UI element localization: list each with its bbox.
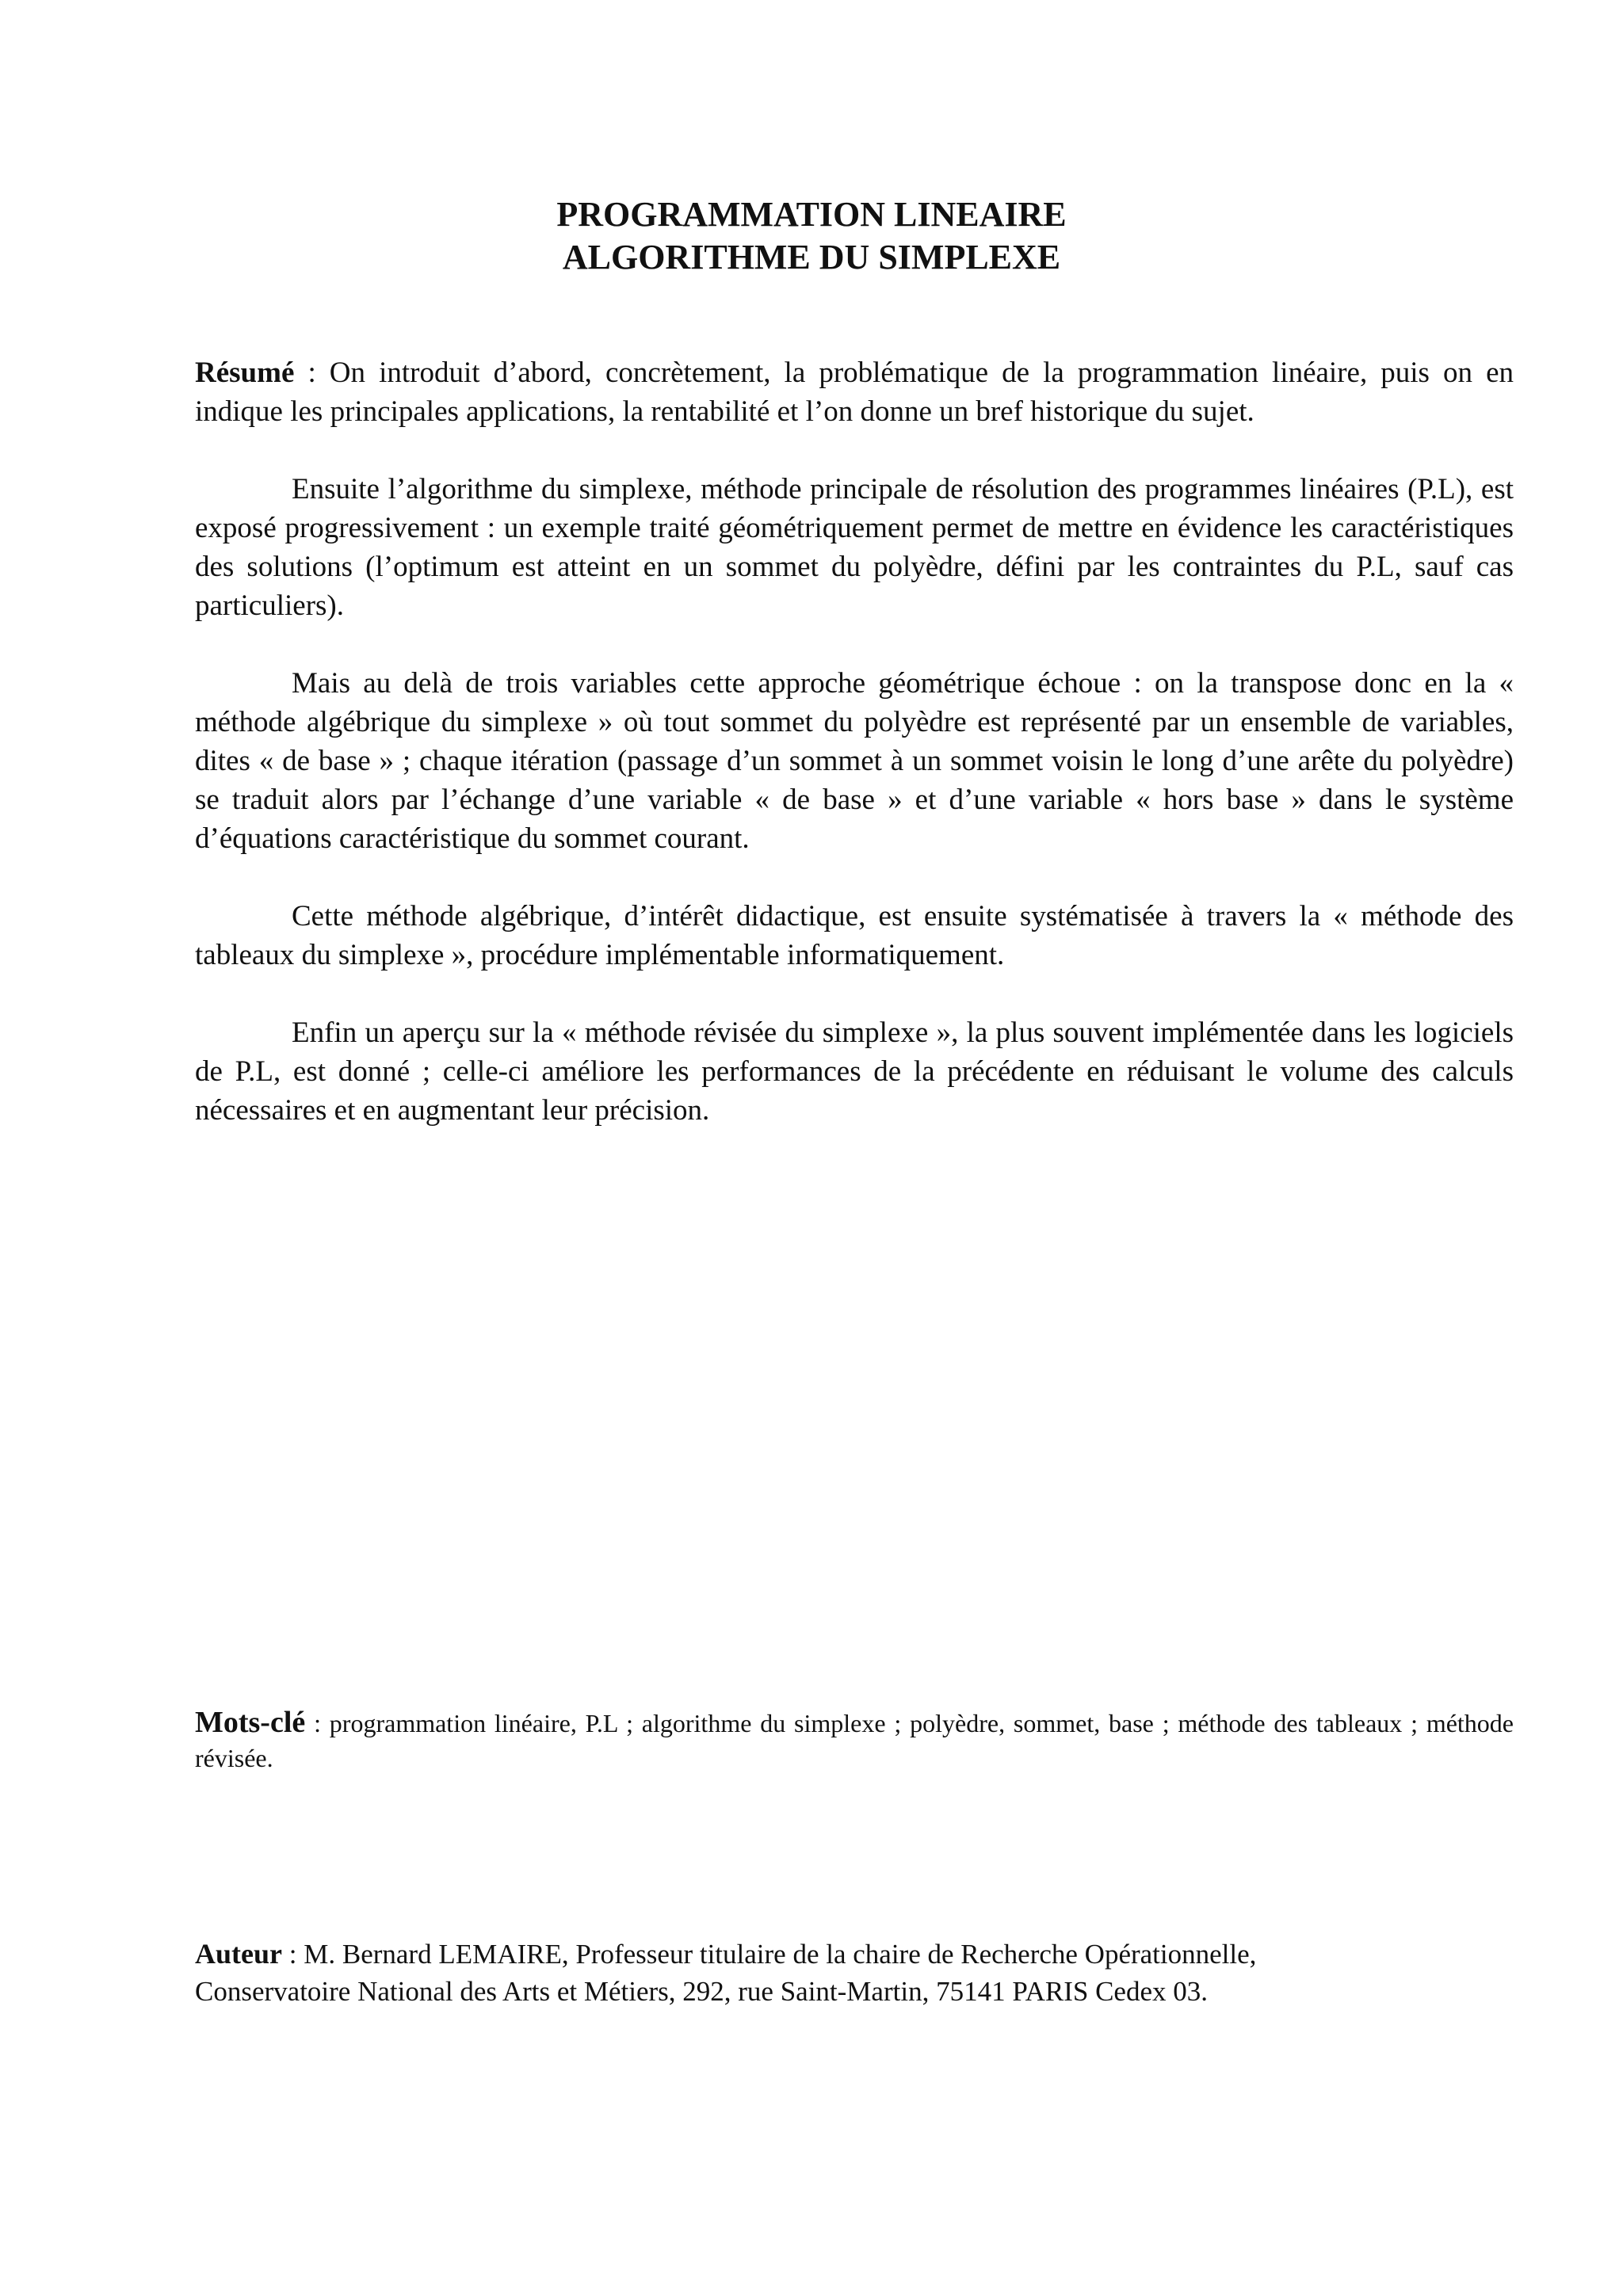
author-line-2: Conservatoire National des Arts et Métiers, 292, rue Saint-Martin, 75141 PARIS Cedex 03. bbox=[195, 1976, 1208, 2007]
keywords-section bbox=[195, 1705, 1514, 1775]
title-line-2: ALGORITHME DU SIMPLEXE bbox=[562, 238, 1061, 277]
title-line-1: PROGRAMMATION LINEAIRE bbox=[556, 195, 1067, 234]
abstract-label: Résumé bbox=[195, 357, 295, 389]
author-line-1: M. Bernard LEMAIRE, Professeur titulaire de la chaire de Recherche Opérationnelle, bbox=[304, 1939, 1257, 1970]
abstract-paragraph-1 bbox=[195, 353, 1514, 431]
author-label: Auteur bbox=[195, 1938, 282, 1970]
abstract-paragraph-4: Cette méthode algébrique, d’intérêt didactique, est ensuite systématisée à travers la « méthode des tableaux du simplexe », procédure implémentable informatiquement. bbox=[195, 900, 1514, 971]
keywords-text: programmation linéaire, P.L ; algorithme du simplexe ; polyèdre, sommet, base ; méthode des tableaux ; méthode révisée. bbox=[195, 1709, 1514, 1772]
keywords-label: Mots-clé bbox=[195, 1706, 306, 1739]
document-title bbox=[0, 193, 1623, 279]
abstract-paragraph-5: Enfin un aperçu sur la « méthode révisée du simplexe », la plus souvent implémentée dans les logiciels de P.L, est donné ; celle-ci améliore les performances de la précédente en réduisant le volume des calculs nécessaires et en augmentant leur précision. bbox=[195, 1016, 1514, 1127]
abstract-paragraph-2: Ensuite l’algorithme du simplexe, méthode principale de résolution des programmes linéaires (P.L), est exposé progressivement : un exemple traité géométriquement permet de mettre en évidence les caractéristiques des solutions (l’optimum est atteint en un sommet du polyèdre, défini par les contraintes du P.L, sauf cas particuliers). bbox=[195, 473, 1514, 622]
abstract-paragraph-3: Mais au delà de trois variables cette approche géométrique échoue : on la transpose donc en la « méthode algébrique du simplexe » où tout sommet du polyèdre est représenté par un ensemble de variables, dites « de base » ; chaque itération (passage d’un sommet à un sommet voisin le long d’une arête du polyèdre) se traduit alors par l’échange d’une variable « de base » et d’une variable « hors base » dans le système d’équations caractéristique du sommet courant. bbox=[195, 667, 1514, 855]
abstract-separator: : bbox=[294, 357, 330, 389]
author-separator: : bbox=[282, 1939, 304, 1970]
abstract-paragraph-1-text: On introduit d’abord, concrètement, la problématique de la programmation linéaire, puis on en indique les principales applications, la rentabilité et l’on donne un bref historique du sujet. bbox=[195, 357, 1514, 428]
keywords-separator: : bbox=[305, 1709, 330, 1737]
author-section bbox=[195, 1936, 1514, 2010]
abstract-section bbox=[195, 353, 1514, 1169]
